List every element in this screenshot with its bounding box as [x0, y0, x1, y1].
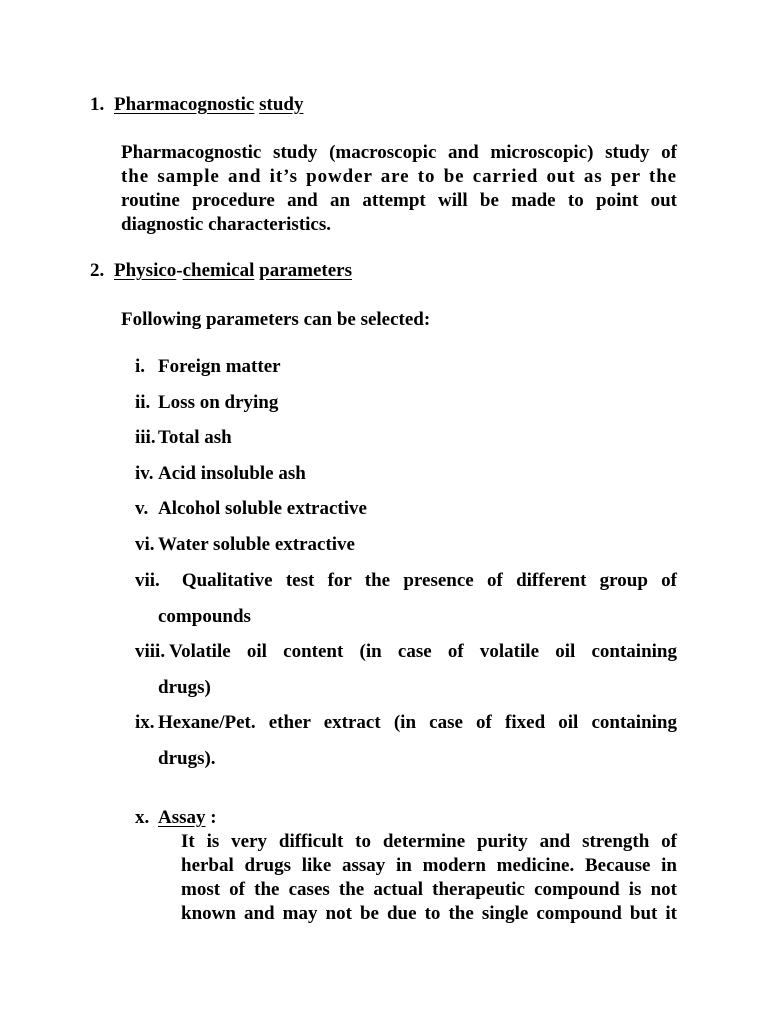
- paragraph-line: known and may not be due to the single compound but it: [181, 903, 677, 924]
- section-2-title-word-1: Physico: [114, 260, 177, 281]
- item-first-line: [135, 705, 677, 741]
- section-1-heading: [90, 93, 303, 117]
- paragraph-line: It is very difficult to determine purity and strength of: [181, 831, 677, 852]
- item-number: ii.: [135, 392, 151, 413]
- parameter-item: [135, 420, 677, 456]
- section-1-title-word-1: Pharmacognostic: [114, 94, 255, 115]
- parameter-item: [135, 349, 677, 385]
- item-number: v.: [135, 498, 149, 519]
- item-number: iv.: [135, 463, 154, 484]
- item-text: Total ash: [158, 427, 232, 448]
- section-2-title-separator: -: [176, 260, 183, 281]
- item-number: iii.: [135, 427, 156, 448]
- item-text: Alcohol soluble extractive: [158, 498, 367, 519]
- paragraph-line: most of the cases the actual therapeutic compound is not: [181, 879, 677, 900]
- assay-title: Assay: [158, 807, 206, 828]
- item-number: i.: [135, 356, 146, 377]
- section-2-heading: [90, 259, 352, 283]
- assay-heading: [135, 806, 217, 830]
- item-text: Water soluble extractive: [158, 534, 355, 555]
- item-continuation: drugs).: [158, 748, 216, 769]
- section-2-number: 2.: [90, 260, 105, 281]
- item-text: Acid insoluble ash: [158, 463, 306, 484]
- section-1-number: 1.: [90, 94, 105, 115]
- item-continuation: compounds: [158, 606, 251, 627]
- parameter-item: [135, 491, 677, 527]
- item-number: vii.: [135, 570, 160, 591]
- paragraph-line: diagnostic characteristics.: [121, 214, 332, 235]
- item-continuation: drugs): [158, 677, 211, 698]
- item-number: ix.: [135, 712, 155, 733]
- assay-colon: :: [205, 807, 217, 828]
- item-text: Loss on drying: [158, 392, 279, 413]
- item-first-line: [135, 634, 677, 670]
- section-1-paragraph: [121, 141, 677, 237]
- item-text: Volatile oil content (in case of volatile oil containing: [169, 641, 677, 662]
- item-text: Foreign matter: [158, 356, 281, 377]
- section-2-lead: Following parameters can be selected:: [121, 309, 431, 330]
- paragraph-line: Pharmacognostic study (macroscopic and microscopic) study of: [121, 142, 677, 163]
- item-number: x.: [135, 807, 150, 828]
- paragraph-line: the sample and it’s powder are to be carried out as per the: [121, 166, 677, 187]
- assay-paragraph: [181, 830, 677, 926]
- paragraph-line: herbal drugs like assay in modern medicine. Because in: [181, 855, 677, 876]
- parameter-item: [135, 705, 677, 777]
- item-text: Qualitative test for the presence of different group of: [181, 570, 677, 591]
- section-2-title-word-2: chemical: [182, 260, 255, 281]
- item-text: Hexane/Pet. ether extract (in case of fixed oil containing: [158, 712, 677, 733]
- section-2-title-word-3: parameters: [259, 260, 352, 281]
- parameter-item: [135, 563, 677, 635]
- item-number: viii.: [135, 641, 166, 662]
- parameter-item: [135, 527, 677, 563]
- parameter-item: [135, 456, 677, 492]
- item-first-line: [135, 563, 677, 599]
- item-number: vi.: [135, 534, 155, 555]
- section-1-title-word-2: study: [259, 94, 304, 115]
- parameter-item: [135, 634, 677, 706]
- parameter-item: [135, 385, 677, 421]
- paragraph-line: routine procedure and an attempt will be made to point out: [121, 190, 677, 211]
